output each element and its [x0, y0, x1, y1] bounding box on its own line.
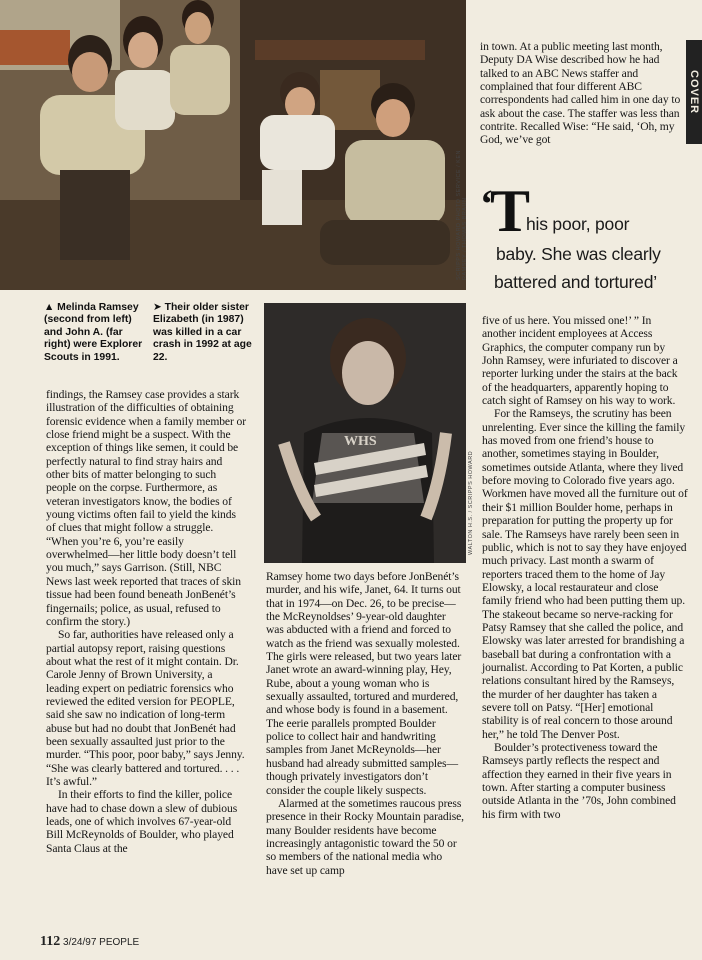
- jersey-text: WHS: [344, 434, 377, 449]
- page-footer: [40, 934, 139, 950]
- pull-quote-line-1: his poor, poor: [526, 214, 630, 234]
- pull-quote-initial: T: [490, 178, 531, 244]
- pull-quote-line-3: battered and tortured’: [494, 272, 657, 292]
- caption-right: ➤ Their older sister Elizabeth (in 1987) was killed in a car crash in 1992 at age 22.: [153, 302, 252, 363]
- caption-left: ▲ Melinda Ramsey (second from left) and John A. (far right) were Explorer Scouts in 1991.: [44, 302, 143, 363]
- article-column-2: [266, 570, 466, 877]
- cheerleader-photo: [264, 303, 466, 563]
- pull-quote-line-2: baby. She was clearly: [496, 244, 661, 264]
- scouts-photo-illustration: [0, 0, 466, 290]
- col3-paragraph-2: For the Ramseys, the scrutiny has been unrelenting. Ever since the killing the family has moved from one friend’s house to another, sometimes staying in Boulder, sometimes outside Atlanta, where they lived before moving to Colorado five years ago. Workmen have moved all the furniture out of their $1 million Boulder home, perhaps in preparation for putting the property up for sale. The Ramseys have rarely been seen in public, which is not to say they have enjoyed much privacy. Last month a swarm of reporters traced them to the home of Jay Elowsky, a local restaurateur and close family friend who had been putting them up. The stakeout became so nerve-racking for Patsy Ramsey that she called the police, and Elowsky was later arrested for brandishing a baseball bat during a confrontation with a journalist. According to Pat Korten, a public relations consultant hired by the Ramseys, the murder of her daughter has taken a severe toll on Patsy. “[Her] emotional stability is of real concern to those around her,” he told The Denver Post.: [482, 407, 688, 741]
- pull-quote-open-mark: ‘: [480, 181, 494, 226]
- col3-top-text: [480, 40, 688, 147]
- col1-paragraph-3: In their efforts to find the killer, police have had to chase down a slew of dubious leads, one of which involves 67-year-old Bill McReynolds of Boulder, who played Santa Claus at the: [46, 788, 238, 855]
- page-number: 112: [40, 934, 61, 949]
- col1-paragraph-2: So far, authorities have released only a partial autopsy report, raising questions about what the rest of it might contain. Dr. Carole Jenny of Brown University, a leading expert on pediatric forensics who reviewed the edited version for PEOPLE, said she saw no indication of long-term abuse but had no doubt that JonBenét had been sexually assaulted just prior to the murder. “This poor, poor baby,” says Jenny. “She was clearly battered and tortured. . . . It’s awful.”: [46, 628, 245, 788]
- mid-photo-credit: WALTON H.S. / SCRIPPS HOWARD: [468, 450, 474, 555]
- article-column-1: [46, 388, 246, 855]
- col1-paragraph-1: findings, the Ramsey case provides a stark illustration of the difficulties of obtaining forensic evidence when a family member or close friend might be a suspect. With the exception of things like semen, it could be perfectly natural to find stray hairs and other bits of matter belonging to such people on the corpse. Furthermore, as veteran investigators know, the bodies of young victims often fail to yield the kinds of clues that might follow a struggle. “When you’re 6, you’re easily overwhelmed—her little body doesn’t tell you much,” says Garrison. (Still, NBC News last week reported that traces of skin tissue had been found beneath JonBenét’s fingernails; police, as usual, refused to confirm the story.): [46, 388, 246, 628]
- section-tab: COVER: [686, 40, 702, 144]
- col2-paragraph-1: Ramsey home two days before JonBenét’s murder, and his wife, Janet, 64. It turns out that in 1974—on Dec. 26, to be precise—the McReynoldses’ 9-year-old daughter was abducted with a friend and forced to watch as the friend was sexually molested. The girls were released, but two years later Janet wrote an award-winning play, Hey, Rube, about a young woman who is sexually assaulted, tortured and murdered, and whose body is found in a basement. The eerie parallels prompted Boulder police to collect hair and handwriting samples from Janet McReynolds—her husband had already submitted samples—though privately investigators don’t consider the couple likely suspects.: [266, 570, 462, 797]
- col2-paragraph-2: Alarmed at the sometimes raucous press presence in their Rocky Mountain paradise, many Boulder residents have become increasingly antagonistic toward the 50 or so members of the national media who have set up camp: [266, 796, 464, 877]
- col3-top-paragraph: in town. At a public meeting last month, Deputy DA Wise described how he had talked to an ABC News staffer and complained that four different ABC correspondents had called him in one day to ask about the case. The staffer was less than contrite. Recalled Wise: “He said, ‘Oh, my God, we’ve got: [480, 40, 681, 147]
- col3-paragraph-1: five of us here. You missed one!’ ” In another incident employees at Access Graphics, the computer company run by John Ramsey, were infuriated to discover a reporter lurking under the stairs at the back of the headquarters, apparently hoping to catch sight of Ramsey on his way to work.: [482, 314, 678, 408]
- col3-paragraph-3: Boulder’s protectiveness toward the Ramseys partly reflects the respect and affection they earned in their five years in town. After starting a computer business outside Atlanta in the ’70s, John combined his firm with two: [482, 741, 676, 821]
- top-photo: [0, 0, 466, 290]
- article-column-3: [482, 314, 688, 821]
- pull-quote: [478, 178, 700, 296]
- top-photo-credit: SCRIPPS HOWARD PHOTO SERVICE / KEN RAMSEY / THOMAS BRAUN: [456, 150, 468, 280]
- cheerleader-photo-illustration: [264, 303, 466, 563]
- issue-label: 3/24/97 PEOPLE: [63, 937, 140, 948]
